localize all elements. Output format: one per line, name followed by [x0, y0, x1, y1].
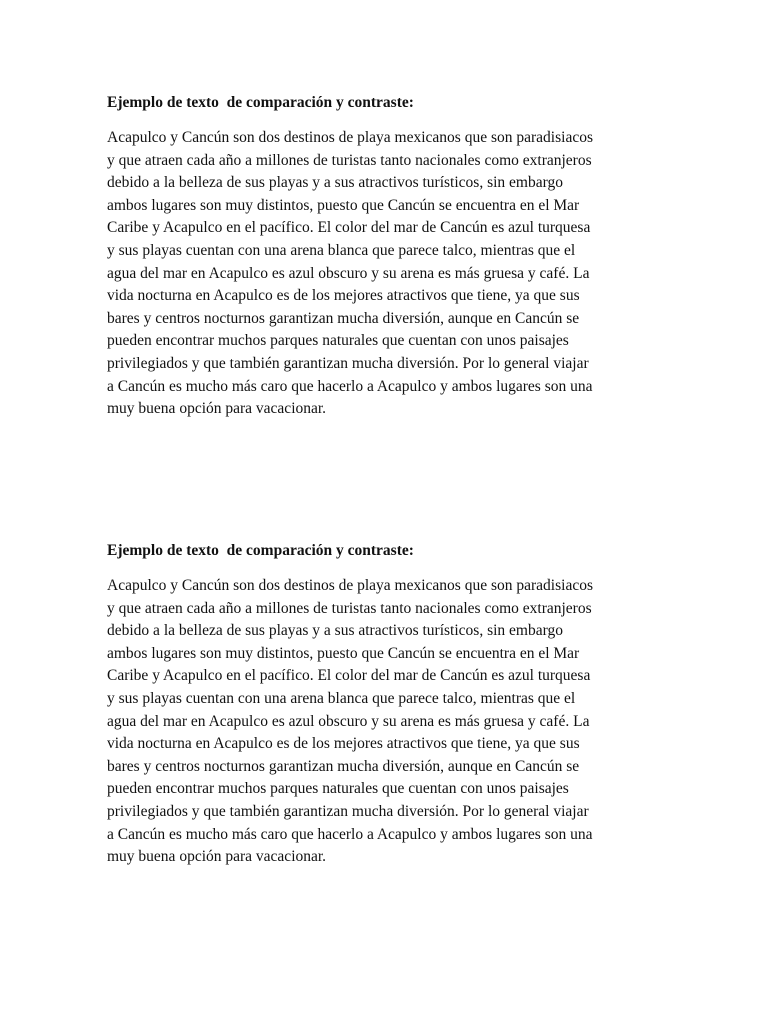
paragraph-line: pueden encontrar muchos parques naturales que cuentan con unos paisajes	[107, 332, 569, 350]
text-section	[107, 541, 663, 869]
paragraph-line: Caribe y Acapulco en el pacífico. El color del mar de Cancún es azul turquesa	[107, 667, 591, 685]
section-heading: Ejemplo de texto de comparación y contraste:	[107, 542, 414, 559]
paragraph-line: privilegiados y que también garantizan mucha diversión. Por lo general viajar	[107, 354, 589, 372]
paragraph-line: a Cancún es mucho más caro que hacerlo a Acapulco y ambos lugares son una	[107, 377, 593, 395]
paragraph-line: agua del mar en Acapulco es azul obscuro y su arena es más gruesa y café. La	[107, 712, 590, 730]
paragraph-line: pueden encontrar muchos parques naturales que cuentan con unos paisajes	[107, 780, 569, 798]
paragraph-line: Acapulco y Cancún son dos destinos de playa mexicanos que son paradisiacos	[107, 577, 593, 594]
paragraph-line: muy buena opción para vacacionar.	[107, 848, 327, 866]
paragraph-line: agua del mar en Acapulco es azul obscuro y su arena es más gruesa y café. La	[107, 264, 590, 282]
paragraph-line: bares y centros nocturnos garantizan mucha diversión, aunque en Cancún se	[107, 757, 580, 775]
paragraph-line: y sus playas cuentan con una arena blanca que parece talco, mientras que el	[107, 241, 576, 259]
section-paragraph	[107, 575, 663, 869]
section-heading: Ejemplo de texto de comparación y contraste:	[107, 94, 414, 111]
paragraph-line: bares y centros nocturnos garantizan mucha diversión, aunque en Cancún se	[107, 309, 580, 327]
paragraph-line: privilegiados y que también garantizan mucha diversión. Por lo general viajar	[107, 802, 589, 820]
section-paragraph	[107, 127, 663, 421]
paragraph-line: y que atraen cada año a millones de turistas tanto nacionales como extranjeros	[107, 599, 592, 617]
paragraph-line: y sus playas cuentan con una arena blanca que parece talco, mientras que el	[107, 689, 576, 707]
text-section	[107, 93, 663, 421]
paragraph-line: a Cancún es mucho más caro que hacerlo a Acapulco y ambos lugares son una	[107, 825, 593, 843]
paragraph-line: vida nocturna en Acapulco es de los mejores atractivos que tiene, ya que sus	[107, 287, 580, 305]
paragraph-line: y que atraen cada año a millones de turistas tanto nacionales como extranjeros	[107, 151, 592, 169]
paragraph-line: muy buena opción para vacacionar.	[107, 400, 327, 418]
paragraph-line: ambos lugares son muy distintos, puesto que Cancún se encuentra en el Mar	[107, 644, 580, 662]
paragraph-line: debido a la belleza de sus playas y a sus atractivos turísticos, sin embargo	[107, 174, 563, 192]
paragraph-line: Acapulco y Cancún son dos destinos de playa mexicanos que son paradisiacos	[107, 129, 593, 146]
paragraph-line: Caribe y Acapulco en el pacífico. El color del mar de Cancún es azul turquesa	[107, 219, 591, 237]
paragraph-line: ambos lugares son muy distintos, puesto que Cancún se encuentra en el Mar	[107, 196, 580, 214]
paragraph-line: vida nocturna en Acapulco es de los mejores atractivos que tiene, ya que sus	[107, 735, 580, 753]
paragraph-line: debido a la belleza de sus playas y a sus atractivos turísticos, sin embargo	[107, 622, 563, 640]
